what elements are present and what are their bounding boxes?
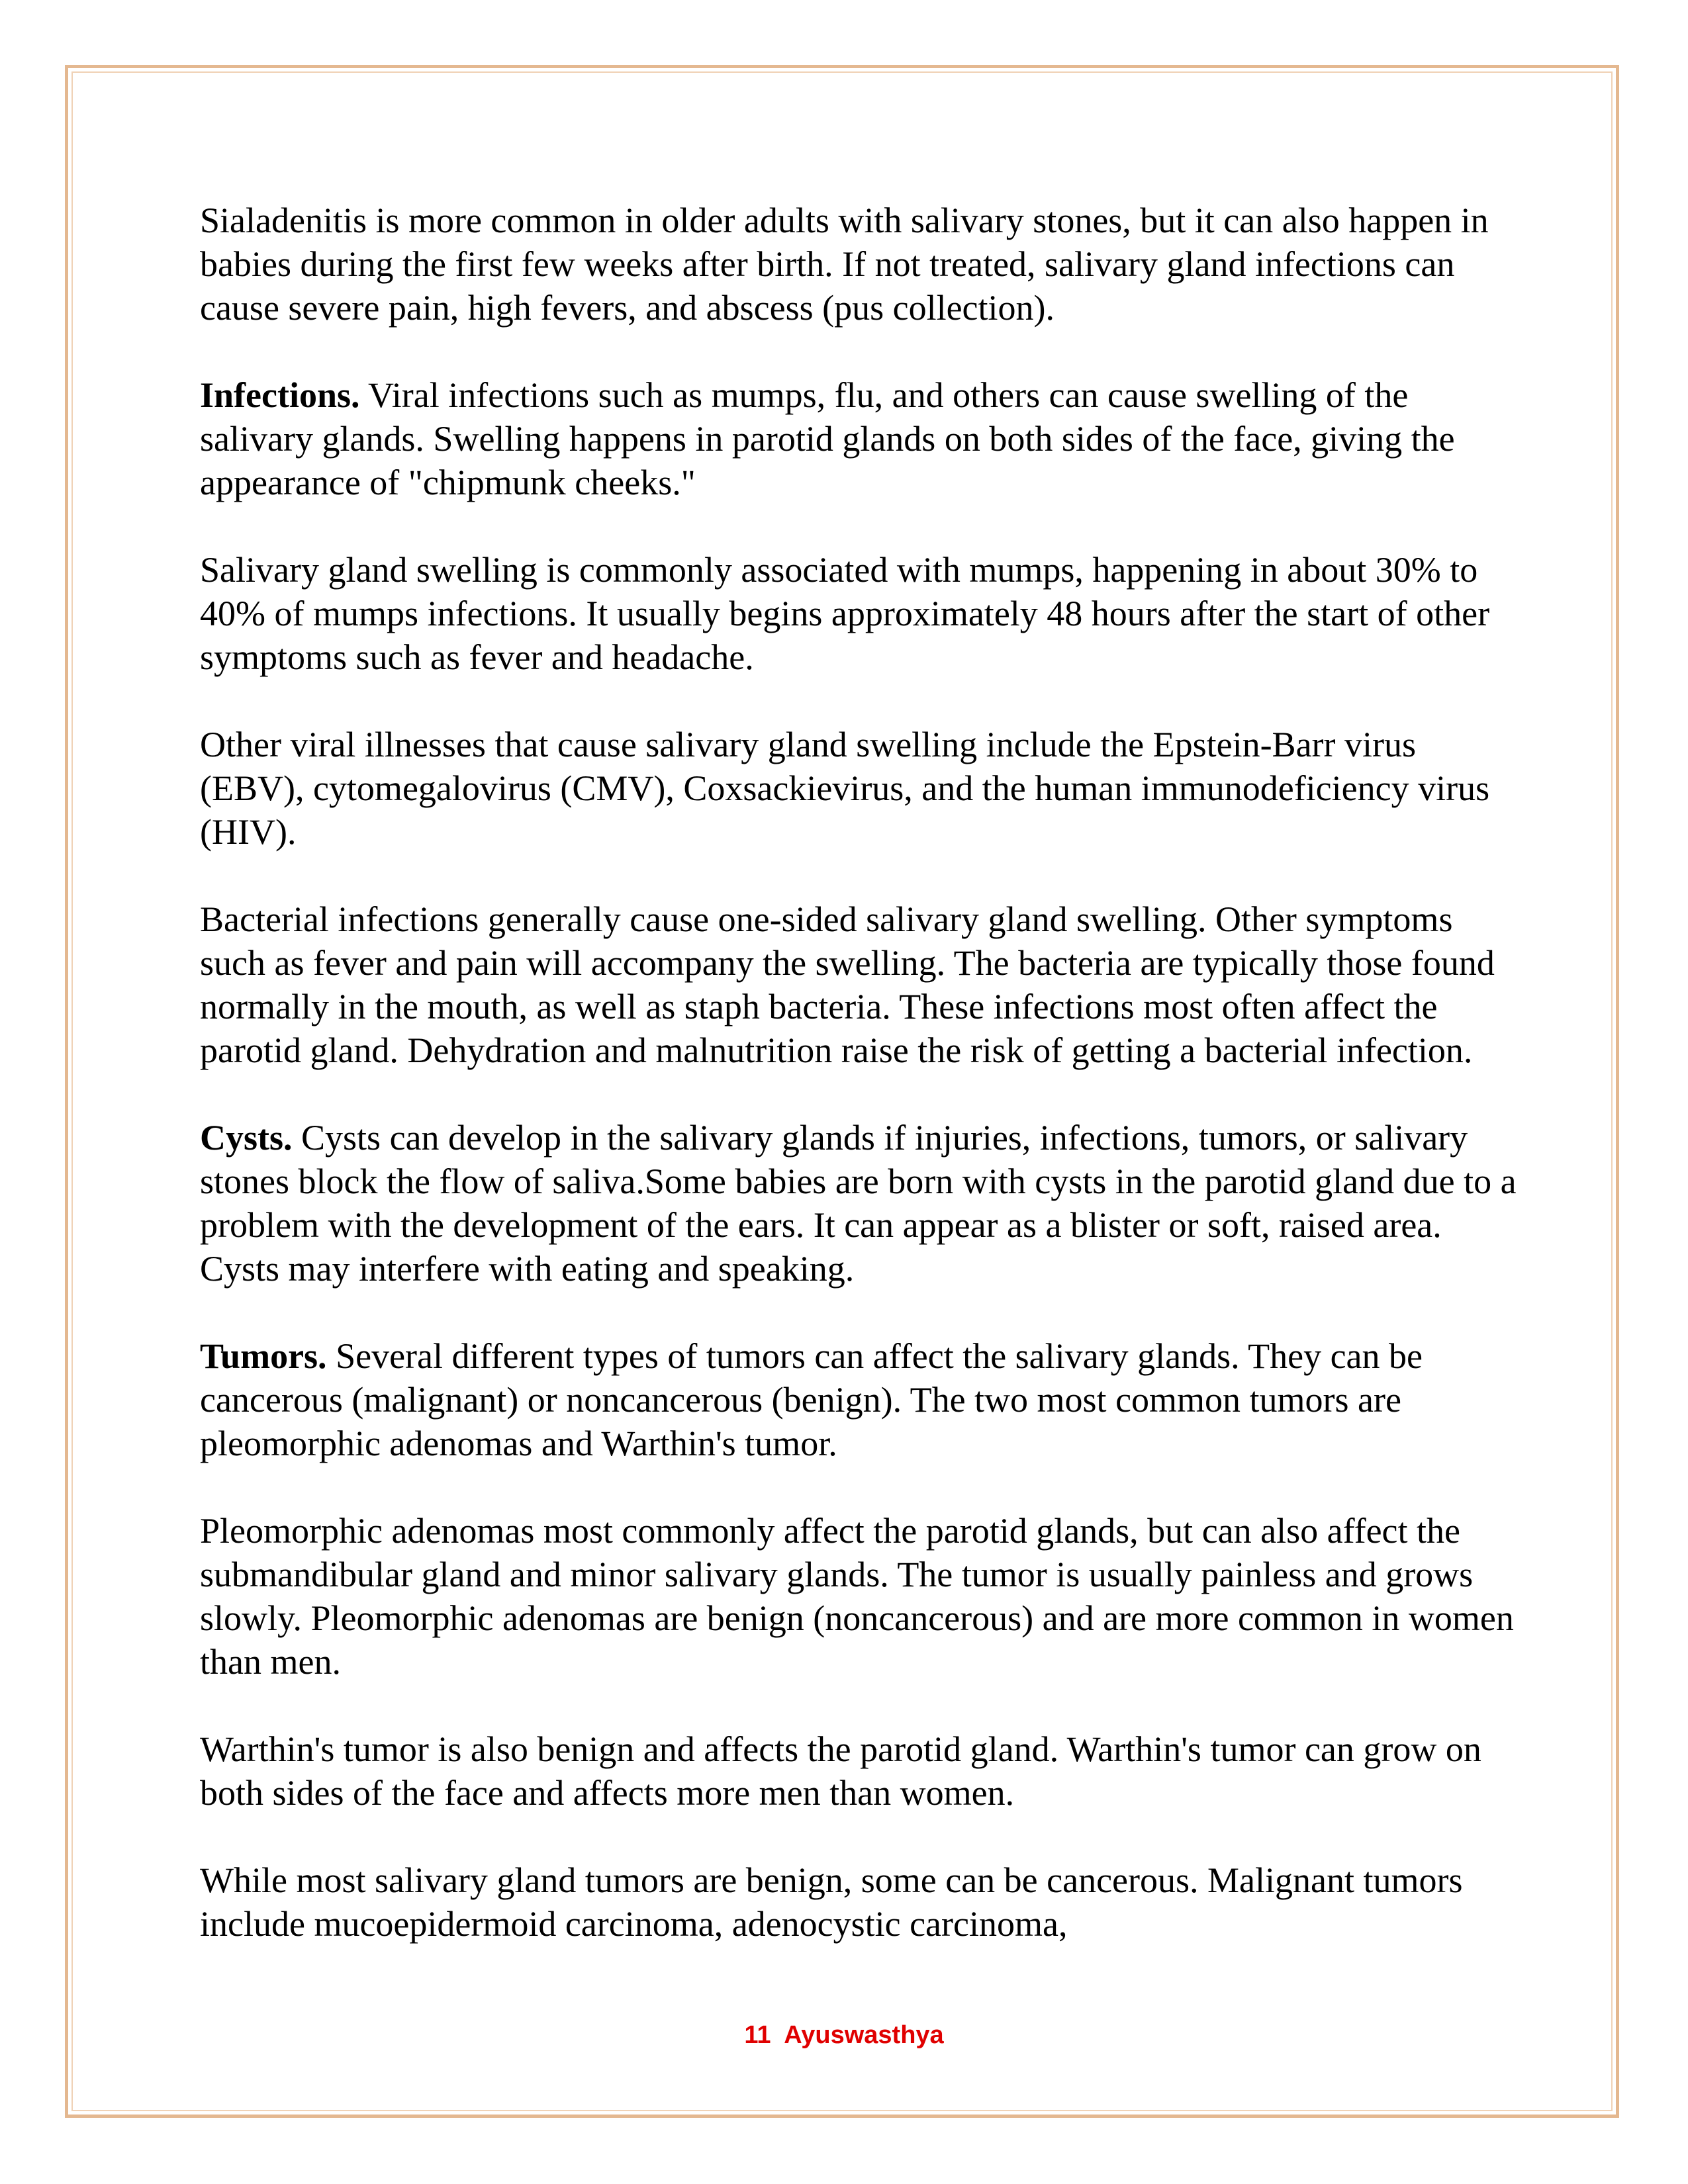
paragraph-malignant: [200, 1858, 1517, 1946]
section-heading-tumors: Tumors.: [200, 1336, 327, 1376]
paragraph-text: Several different types of tumors can affect the salivary glands. They can be cancerous (malignant) or noncancerous (benign). The two most common tumors are pleomorphic adenomas and Warthin's tumor.: [200, 1336, 1423, 1463]
paragraph-cysts: [200, 1116, 1517, 1291]
paragraph-text: While most salivary gland tumors are benign, some can be cancerous. Malignant tumors include mucoepidermoid carcinoma, adenocystic carcinoma,: [200, 1860, 1463, 1944]
paragraph-text: Warthin's tumor is also benign and affects the parotid gland. Warthin's tumor can grow on both sides of the face and affects more men than women.: [200, 1729, 1481, 1813]
section-heading-cysts: Cysts.: [200, 1118, 293, 1158]
paragraph-pleomorphic: [200, 1509, 1517, 1684]
document-body: [200, 199, 1517, 1946]
paragraph-warthin: [200, 1727, 1517, 1815]
paragraph-tumors: [200, 1334, 1517, 1465]
paragraph-text: Cysts can develop in the salivary glands if injuries, infections, tumors, or salivary stones block the flow of saliva.Some babies are born with cysts in the parotid gland due to a problem with the development of the ears. It can appear as a blister or soft, raised area. Cysts may interfere with eating and speaking.: [200, 1118, 1517, 1289]
paragraph-text: Other viral illnesses that cause salivary gland swelling include the Epstein-Barr virus (EBV), cytomegalovirus (CMV), Coxsackievirus, and the human immunodeficiency virus (HIV).: [200, 725, 1490, 852]
paragraph-viral-illnesses: [200, 723, 1517, 854]
paragraph-text: Viral infections such as mumps, flu, and others can cause swelling of the salivary glands. Swelling happens in parotid glands on both sides of the face, giving the appearance of "chipmunk cheeks.": [200, 375, 1455, 502]
paragraph-text: Sialadenitis is more common in older adults with salivary stones, but it can also happen in babies during the first few weeks after birth. If not treated, salivary gland infections can cause severe pain, high fevers, and abscess (pus collection).: [200, 201, 1489, 328]
publication-name: Ayuswasthya: [784, 2021, 944, 2049]
paragraph-sialadenitis: [200, 199, 1517, 330]
paragraph-infections: [200, 373, 1517, 504]
page-footer: [0, 2020, 1688, 2050]
paragraph-text: Pleomorphic adenomas most commonly affect the parotid glands, but can also affect the submandibular gland and minor salivary glands. The tumor is usually painless and grows slowly. Pleomorphic adenomas are benign (noncancerous) and are more common in women than men.: [200, 1511, 1514, 1682]
paragraph-text: Bacterial infections generally cause one-sided salivary gland swelling. Other symptoms such as fever and pain will accompany the swelling. The bacteria are typically those found normally in the mouth, as well as staph bacteria. These infections most often affect the parotid gland. Dehydration and malnutrition raise the risk of getting a bacterial infection.: [200, 899, 1495, 1070]
paragraph-mumps: [200, 548, 1517, 679]
page-number: 11: [744, 2021, 771, 2049]
section-heading-infections: Infections.: [200, 375, 360, 415]
paragraph-bacterial: [200, 897, 1517, 1072]
paragraph-text: Salivary gland swelling is commonly associated with mumps, happening in about 30% to 40% of mumps infections. It usually begins approximately 48 hours after the start of other symptoms such as fever and headache.: [200, 550, 1490, 677]
